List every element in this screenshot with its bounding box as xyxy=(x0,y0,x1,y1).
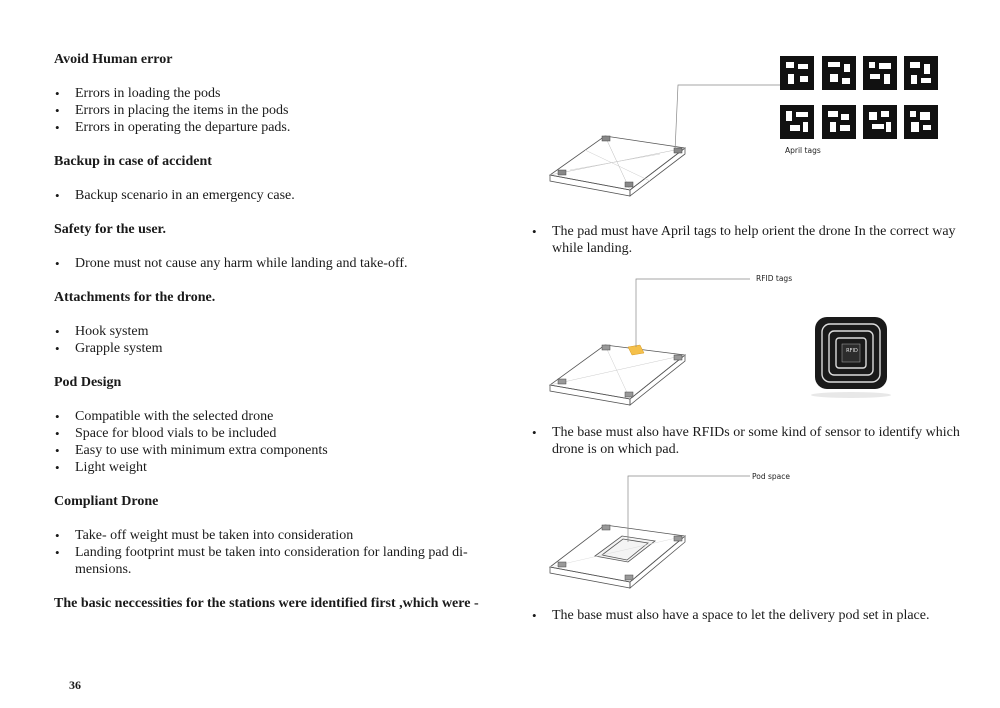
section-heading: Pod Design xyxy=(54,375,122,390)
list-item: • Errors in loading the pods xyxy=(54,85,494,102)
rfid-bullet: • The base must also have RFIDs or some kind of sensor to identify which drone is on which pad. xyxy=(531,424,972,458)
section-attachments xyxy=(54,289,494,357)
list-item: • Space for blood vials to be included xyxy=(54,425,494,442)
pod-space-pad-illustration xyxy=(540,472,740,602)
list-item: • Errors in placing the items in the pods xyxy=(54,102,494,119)
bullet-list xyxy=(54,408,494,476)
bullet-list xyxy=(54,527,494,578)
rfid-pad-illustration xyxy=(540,275,940,410)
list-item: • Compatible with the selected drone xyxy=(54,408,494,425)
pod-space-bullet: • The base must also have a space to let the delivery pod set in place. xyxy=(531,607,972,624)
section-heading: Backup in case of accident xyxy=(54,154,212,169)
section-pod-design xyxy=(54,374,494,476)
requirements-column xyxy=(54,51,494,612)
list-item: • Take- off weight must be taken into consideration xyxy=(54,527,494,544)
pod-space-caption: Pod space xyxy=(752,472,790,481)
section-backup xyxy=(54,153,494,204)
list-item: • Errors in operating the departure pads. xyxy=(54,119,494,136)
list-item: • Backup scenario in an emergency case. xyxy=(54,187,494,204)
list-item: • Hook system xyxy=(54,323,494,340)
bullet-list xyxy=(54,323,494,357)
bullet-list xyxy=(54,85,494,136)
final-note: The basic neccessities for the stations were identified first ,which were - xyxy=(54,596,479,611)
april-tags-bullet: • The pad must have April tags to help orient the drone In the correct way while landing. xyxy=(531,223,972,257)
list-item: • Drone must not cause any harm while landing and take-off. xyxy=(54,255,494,272)
april-tag-pad-illustration xyxy=(540,50,960,195)
bullet-list xyxy=(54,187,494,204)
list-item: • Landing footprint must be taken into consideration for landing pad di-mensions. xyxy=(54,544,494,578)
section-heading: Attachments for the drone. xyxy=(54,290,216,305)
rfid-tags-caption: RFID tags xyxy=(756,274,793,283)
list-item: • Light weight xyxy=(54,459,494,476)
section-heading: Avoid Human error xyxy=(54,52,173,67)
section-heading: Compliant Drone xyxy=(54,494,159,509)
list-item: • Grapple system xyxy=(54,340,494,357)
april-tags-caption: April tags xyxy=(785,146,821,155)
page-number: 36 xyxy=(69,678,81,692)
section-heading: Safety for the user. xyxy=(54,222,166,237)
section-safety xyxy=(54,221,494,272)
section-human-error xyxy=(54,51,494,136)
list-item: • Easy to use with minimum extra components xyxy=(54,442,494,459)
rfid-chip-label: RFID xyxy=(846,348,858,354)
section-compliant-drone xyxy=(54,493,494,578)
bullet-list xyxy=(54,255,494,272)
